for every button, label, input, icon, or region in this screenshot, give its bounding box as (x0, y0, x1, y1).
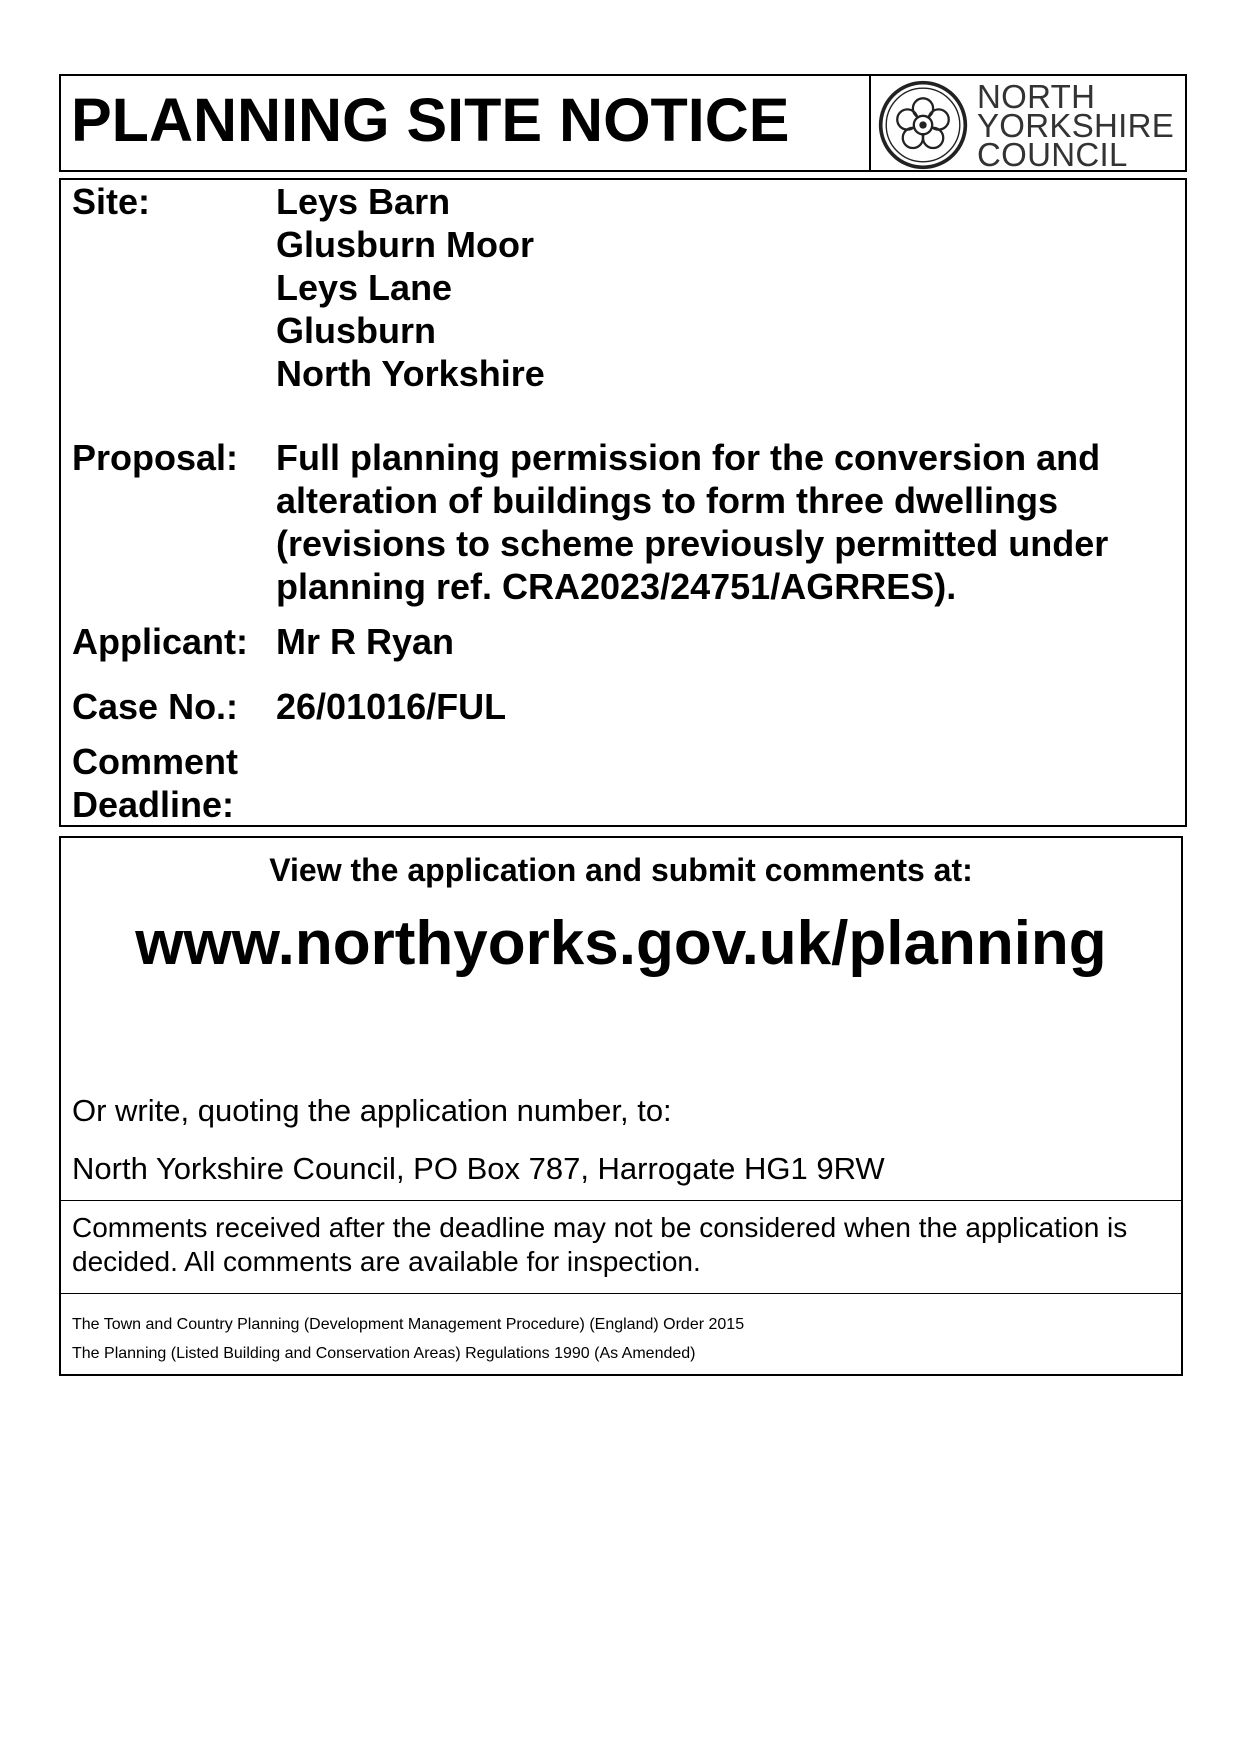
case-number: 26/01016/FUL (276, 686, 507, 727)
section-divider (61, 1200, 1181, 1201)
disclaimer-line: decided. All comments are available for inspection. (72, 1246, 701, 1277)
proposal-text (276, 436, 1108, 608)
site-label: Site: (72, 181, 151, 222)
proposal-line: Full planning permission for the conversion and (276, 437, 1101, 478)
planning-website-link[interactable]: www.northyorks.gov.uk/planning (135, 909, 1107, 978)
legal-line: The Planning (Listed Building and Conservation Areas) Regulations 1990 (As Amended) (72, 1345, 696, 1362)
deadline-disclaimer (72, 1211, 1162, 1279)
case-number-label: Case No.: (72, 686, 239, 727)
write-instructions: Or write, quoting the application number, to: (72, 1093, 672, 1128)
logo-line-north: NORTH (977, 78, 1096, 115)
comments-section (59, 836, 1183, 1376)
logo-line-council: COUNCIL (977, 136, 1128, 173)
council-name (977, 78, 1175, 173)
comment-deadline-label-line: Comment (72, 741, 239, 782)
application-details (59, 178, 1187, 827)
logo-line-yorkshire: YORKSHIRE (977, 107, 1175, 144)
proposal-label: Proposal: (72, 437, 239, 478)
proposal-line: alteration of buildings to form three dwellings (276, 480, 1059, 521)
legal-references (72, 1310, 744, 1368)
comment-deadline-label-line: Deadline: (72, 784, 235, 825)
notice-header (59, 74, 1187, 172)
council-logo (869, 76, 1185, 173)
proposal-line: (revisions to scheme previously permitted under (276, 523, 1109, 564)
site-line: Leys Lane (276, 267, 453, 308)
section-divider (61, 1293, 1181, 1294)
page-title: PLANNING SITE NOTICE (71, 86, 790, 154)
applicant-label: Applicant: (72, 621, 248, 662)
site-line: Leys Barn (276, 181, 451, 222)
site-line: North Yorkshire (276, 353, 545, 394)
applicant-name: Mr R Ryan (276, 621, 455, 662)
proposal-line: planning ref. CRA2023/24751/AGRRES). (276, 566, 957, 607)
site-line: Glusburn Moor (276, 224, 534, 265)
view-application-heading: View the application and submit comments at: (269, 852, 973, 888)
disclaimer-line: Comments received after the deadline may not be considered when the application is (72, 1212, 1128, 1243)
postal-address: North Yorkshire Council, PO Box 787, Harrogate HG1 9RW (72, 1151, 885, 1186)
site-line: Glusburn (276, 310, 436, 351)
comment-deadline-label (72, 740, 238, 826)
yorkshire-rose-icon (877, 79, 969, 171)
legal-line: The Town and Country Planning (Development Management Procedure) (England) Order 2015 (72, 1316, 745, 1333)
site-address (276, 180, 545, 395)
